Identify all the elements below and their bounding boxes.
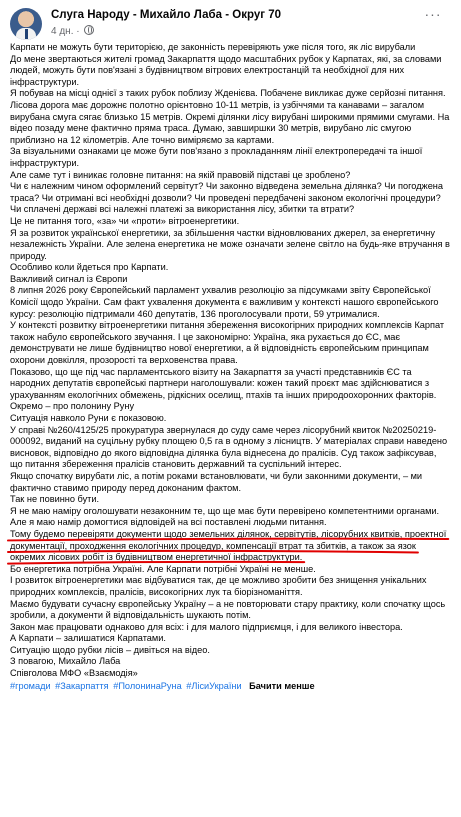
paragraph: До мене звертаються жителі громад Закарпаття щодо масштабних рубок у Карпатах, які, за словами людей, можуть бути пов'язані з будівництвом вітрових електростанцій та необхідної для них інфраструктури. — [10, 53, 442, 87]
paragraph: Я не маю наміру оголошувати незаконним те, що ще має бути перевірено компетентними органами. Але я маю намір домогтися відповідей на всі поставлені людьми питання. — [10, 505, 440, 528]
paragraph: За візуальними ознаками це може бути пов'язано з прокладанням лінії електропередачі та іншої інфраструктури. — [10, 146, 423, 168]
post-meta: 4 дн. · — [51, 25, 94, 37]
post-time[interactable]: 4 дн. — [51, 26, 74, 37]
paragraph: Маємо будувати сучасну європейську Україну – а не повторювати стару практику, коли спочатку щось зробили, а документи й відповідальність шукають потім. — [10, 598, 446, 621]
paragraph: Бо енергетика потрібна Україні. Але Карпати потрібні Україні не менше. — [10, 563, 316, 574]
paragraph: Показово, що ще під час парламентського візиту на Закарпаття за участі представників ЄС та народних депутатів європейські партнери наголошували: кожен такий проєкт має здійснюватися з урахуванням екологічних обмежень, рідкісних оселищ, птахів та інших природоохоронних факторів. — [10, 366, 437, 400]
hashtag-link[interactable]: #Закарпаття — [55, 680, 109, 691]
paragraph: Співголова МФО «Взаємодія» — [10, 668, 138, 679]
paragraph: Закон має працювати однаково для всіх: і для малого підприємця, і для великого інвестора. — [10, 621, 403, 632]
paragraph: Якщо спочатку вирубати ліс, а потім роками встановлювати, чи були законними документи, – ми фактично ставимо природу перед доконаним фактом. — [10, 470, 423, 493]
paragraph: Але саме тут і виникає головне питання: на якій правовій підставі це зроблено? — [10, 169, 351, 180]
paragraph: Так не повинно бути. — [10, 494, 100, 505]
paragraph: Ситуацію щодо рубки лісів – дивіться на відео. — [10, 644, 210, 655]
paragraph: З повагою, Михайло Лаба — [10, 656, 121, 667]
hashtag-link[interactable]: #громади — [10, 680, 51, 691]
paragraph: Я за розвиток української енергетики, за збільшення частки відновлюваних джерел, за енергетичну незалежність України. Але зелена енергетика не може означати зелене світло на будь-яке втручання в природу. — [10, 227, 450, 261]
paragraph: І розвиток вітроенергетики має відбуватися так, де це можливо зробити без знищення унікальних природних комплексів, пралісів, високогірних лук та біорізноманіття. — [10, 575, 427, 597]
author-name[interactable]: Слуга Народу - Михайло Лаба - Округ 70 — [51, 9, 281, 21]
post-text — [10, 42, 450, 692]
globe-icon — [84, 25, 94, 35]
underlined-paragraph: Тому будемо перевіряти документи щодо земельних ділянок, сервітутів, лісорубних квитків, проектної документації, проходження екологічних процедур, компенсації втрат та збитків, а також за язок окремих лісових робіт із будівництвом енергетичної інфраструктури. — [10, 528, 447, 563]
paragraph: 8 липня 2026 року Європейський парламент ухвалив резолюцію за підсумками звіту Європейської Комісії щодо України. Сам факт ухвалення документа є важливим у контексті нашого європейського курсу: резолюцію підтримали 460 депутатів, 136 проголосували проти, 59 утрималися. — [10, 285, 439, 319]
see-less-button[interactable]: Бачити менше — [249, 680, 315, 691]
paragraph: Лісова дорога має дорожнє полотно орієнтовно 10-11 метрів, із узбіччями та канавами – загалом вирубана смуга сягає близько 15 метрів. Окремі ділянки лісу вирубані широкими прямими смугами. На відео позаду мене фактично пряма траса. Думаю, завширшки 30 метрів, вирубано ліс смугою приблизно на 12 кілометрів. Але точно виміряємо за картами. — [10, 99, 450, 145]
paragraph: Я побував на місці однієї з таких рубок поблизу Жденієва. Побачене викликає дуже серйозні питання. — [10, 88, 446, 99]
paragraph: Карпати не можуть бути територією, де законність перевіряють уже після того, як ліс вирубали — [10, 42, 416, 52]
post-header — [10, 8, 451, 40]
paragraph: Ситуація навколо Руни є показовою. — [10, 413, 167, 423]
paragraph: Окремо – про полонину Руну — [10, 401, 135, 412]
hashtag-link[interactable]: #ЛісиУкраїни — [186, 680, 242, 691]
paragraph: Важливий сигнал із Європи — [10, 273, 128, 284]
hashtag-link[interactable]: #ПолонинаРуна — [113, 680, 182, 691]
paragraph: У контексті розвитку вітроенергетики питання збереження високогірних природних комплексів Карпат також набуло європейського звучання. І це закономірно: Україна, яка рухається до ЄС, має демонструвати не лише будівництво нової енергетики, а й відповідність європейським принципам охорони довкілля, прозорості та верховенства права. — [10, 320, 445, 366]
paragraph: Чи є належним чином оформлений сервітут? Чи законно відведена земельна ділянка? Чи погоджена траса? Чи отримані всі необхідні дозволи? Чи проведені передбачені законом екологічні процедури? Чи сплачені державі всі належні платежі за використання лісу, збитки та втрати? — [10, 181, 443, 215]
paragraph: У справі №260/4125/25 прокуратура звернулася до суду саме через лісорубний квиток №20250219-000092, виданий на суцільну рубку площею 0,5 га в одному з лісництв. У матеріалах справи наведено висновок, відповідно до якого відповідна ділянка була віднесена до пралісів. Суд також зафіксував, що питання збереження пралісів становить державний та суспільний інтерес. — [10, 424, 448, 470]
more-icon[interactable]: ··· — [424, 6, 442, 22]
paragraph: Це не питання того, «за» чи «проти» вітроенергетики. — [10, 215, 240, 226]
paragraph: Особливо коли йдеться про Карпати. — [10, 262, 169, 273]
paragraph: А Карпати – залишатися Карпатами. — [10, 633, 166, 644]
avatar[interactable] — [10, 8, 42, 40]
hashtags — [10, 680, 450, 692]
